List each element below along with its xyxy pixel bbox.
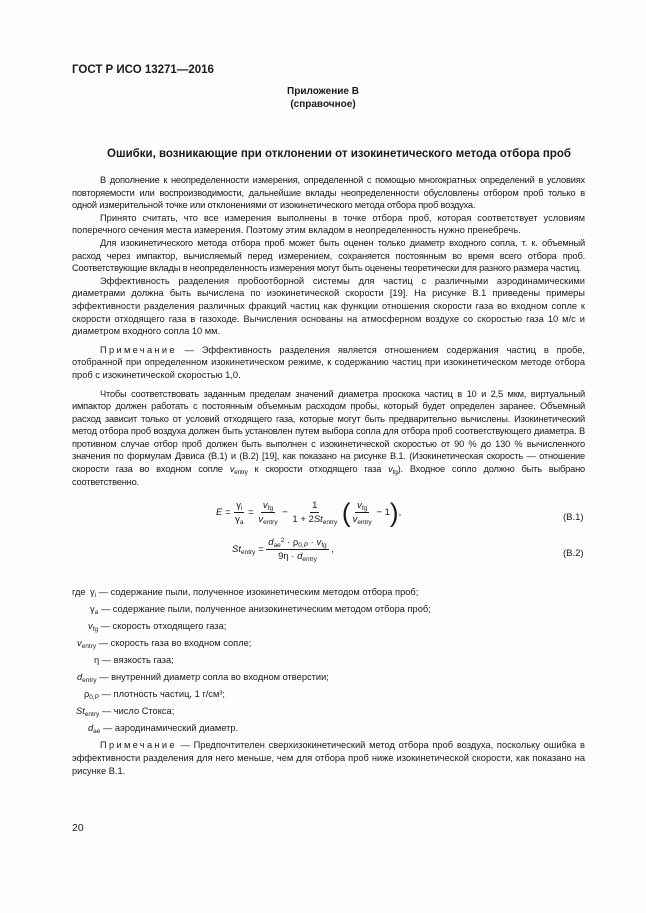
equation-number: (В.1) xyxy=(563,512,584,523)
definition-item: $\gamma_a$ — содержание пыли, полученное анизокинетическим методом отбора проб; xyxy=(90,604,431,616)
page-number: 20 xyxy=(72,822,84,834)
definition-text: — скорость газа во входном сопле; xyxy=(98,638,252,648)
definition-item: $St_{entry}$ — число Стокса; xyxy=(76,706,175,718)
note-label: Примечание xyxy=(100,740,177,750)
body-text xyxy=(72,174,585,488)
note-1 xyxy=(72,344,585,382)
paragraph: Эффективность разделения пробоотборной системы для частиц с различными аэродинамическими диаметрами должна быть вычислена по изокинетической скорости [19]. На рисунке В.1 приведены примеры эффективности разделения различных фракций частиц как функции отношения скорости газа во входном сопле к скорости отходящего газа в газоходе. Вычисления основаны на атмосферном воздухе со скоростью газа 10 м/с и диаметром входного сопла 10 мм. xyxy=(72,275,585,337)
section-title: Ошибки, возникающие при отклонении от изокинетического метода отбора проб xyxy=(107,148,571,160)
definition-symbol: $\gamma_i$ xyxy=(90,587,97,599)
paragraph: Для изокинетического метода отбора проб может быть оценен только диаметр входного сопла, т. к. объемный расход через импактор, вычисляемый перед измерением, сохраняется постоянным во время всего отбора проб. Соответствующие вклады в неопределенность измерения могут быть оценены теоретически для разного размера частиц. xyxy=(72,237,585,274)
definition-text: — скорость отходящего газа; xyxy=(100,621,227,631)
note-text: — Эффективность разделения является отношением содержания частиц в пробе, отобранной при определенном изокинетическом режиме, к содержанию частиц при изокинетическом методе отбора проб с изокинетической скоростью 1,0. xyxy=(72,344,585,380)
paragraph: Чтобы соответствовать заданным пределам значений диаметра проскока частиц в 10 и 2,5 мкм, виртуальный импактор должен работать с постоянным объемным расходом пробы, который будет определен заранее. Объемный расход зависит только от условий отходящего газа, которые могут быть предварительно вычислены. Изокинетический метод отбора проб воздуха должен быть установлен путем выбора сопла для отбора проб соответствующего диаметра. В противном случае отбор проб должен быть выполнен с изокинетической скоростью от 90 % до 130 % вычисленного значения по формулам Дэвиса (В.1) и (В.2) [19], как показано на рисунке В.1. (Изокинетическая скорость — отношение скорости газа во входном сопле $v_{entry}$ к скорости отходящего газа $v_{fg}$). Входное сопло должно быть выбрано соответственно. xyxy=(72,388,585,487)
definition-text: — содержание пыли, полученное изокинетическим методом отбора проб; xyxy=(98,587,419,597)
definition-text: — плотность частиц, 1 г/см³; xyxy=(101,689,226,699)
note-2 xyxy=(72,739,585,778)
definition-text: — аэродинамический диаметр. xyxy=(103,723,239,733)
definitions-lead: где xyxy=(72,587,86,597)
definition-item: $v_{fg}$ — скорость отходящего газа; xyxy=(88,621,227,633)
definition-item: $d_{entry}$ — внутренний диаметр сопла во входном отверстии; xyxy=(77,672,329,684)
definition-item: $\rho_{0,P}$ — плотность частиц, 1 г/см³; xyxy=(84,689,226,701)
definition-text: — вязкость газа; xyxy=(101,655,174,665)
definition-item xyxy=(90,587,418,597)
definition-text: — внутренний диаметр сопла во входном отверстии; xyxy=(99,672,329,682)
paragraph-part: к скорости отходящего газа xyxy=(247,464,389,475)
equation-b2: $St_{entry}$ = $\frac{d_{ae}^2 \cdot \rho_{0,P} \cdot v_{fg}}{9\eta \cdot d_{entry}}$ , xyxy=(232,537,334,563)
paragraph-part: ). Входное сопло должно быть выбрано соответственно. xyxy=(72,464,585,487)
equation-b1: E = $\frac{\gamma_i}{\gamma_a}$ = $\frac{v_{fg}}{v_{entry}}$ − $\frac{1}{1 + 2St_{entry}}$ ( $\frac{v_{fg}}{v_{entry}}$ − 1), xyxy=(216,497,402,528)
note-label: Примечание xyxy=(100,344,177,355)
annex-title: Приложение В xyxy=(287,86,359,97)
annex-type: (справочное) xyxy=(290,99,356,110)
definition-item: $v_{entry}$ — скорость газа во входном сопле; xyxy=(77,638,252,650)
paragraph: Принято считать, что все измерения выполнены в точке отбора проб, которая соответствует условиям поперечного сечения места измерения. Поэтому этим вкладом в неопределенность нужно пренебречь. xyxy=(72,212,585,236)
paragraph: В дополнение к неопределенности измерения, определенной с помощью многократных определений в условиях повторяемости или воспроизводимости, дальнейшие вклады неопределенности обусловлены отбором проб только в одной измерительной точке или отклонениями от изокинетического метода отбора проб воздуха. xyxy=(72,175,585,211)
definition-item: η — вязкость газа; xyxy=(94,655,174,665)
equation-number: (В.2) xyxy=(563,548,584,559)
definition-text: — содержание пыли, полученное анизокинетическим методом отбора проб; xyxy=(100,604,431,614)
standard-code: ГОСТ Р ИСО 13271—2016 xyxy=(72,64,214,76)
paragraph-part: Чтобы соответствовать заданным пределам значений диаметра проскока частиц в 10 и 2,5 мкм, виртуальный импактор должен работать с постоянным объемным расходом пробы, который будет определен заранее. Объемный расход зависит только от условий отходящего газа, которые могут быть предварительно вычислены. Изокинетический метод отбора проб воздуха должен быть установлен путем выбора сопла для отбора проб соответствующего диаметра. В противном случае отбор проб должен быть выполнен с изокинетической скоростью от 90 % до 130 % вычисленного значения по формулам Дэвиса (В.1) и (В.2) [19], как показано на рисунке В.1. (Изокинетическая скорость — отношение скорости газа во входном сопле xyxy=(72,388,585,475)
definition-text: — число Стокса; xyxy=(101,706,175,716)
definition-item: $d_{ae}$ — аэродинамический диаметр. xyxy=(88,723,239,735)
note-text: — Предпочтителен сверхизокинетический метод отбора проб воздуха, поскольку ошибка в эффективности разделения для него меньше, чем для отбора проб ниже изокинетической скорости, как показано на рисунке В.1. xyxy=(72,740,585,776)
